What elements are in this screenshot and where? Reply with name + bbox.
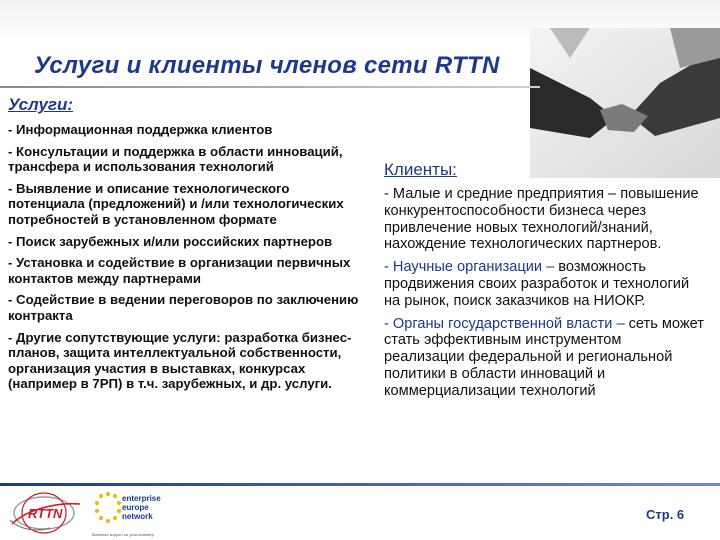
client-type: - Органы государственной власти – (384, 315, 625, 332)
services-heading: Услуги: (8, 95, 74, 114)
handshake-photo (530, 28, 720, 178)
slide-title: Услуги и клиенты членов сети RTTN (34, 52, 500, 79)
een-line: network (122, 512, 153, 521)
een-line: europe (122, 503, 149, 512)
client-benefit: сеть может стать эффективным инструментом реализации федеральной и региональной политики в области инноваций и коммерциализации технологий (384, 315, 704, 399)
een-tagline: Business support on your doorstep (92, 532, 154, 537)
clients-heading: Клиенты: (384, 160, 457, 179)
list-item: - Другие сопутствующие услуги: разработка бизнес-планов, защита интеллектуальной собственности, организация участия в выставках, конкурсах (например в 7РП) в т.ч. зарубежных, и др. услуги. (8, 329, 352, 392)
services-list (8, 122, 368, 398)
een-line: enterprise (122, 494, 161, 503)
list-item (384, 186, 704, 253)
rttn-logo-text: RTTN (28, 506, 63, 521)
een-logo-text (122, 494, 161, 521)
list-item: - Информационная поддержка клиентов (8, 122, 273, 137)
title-divider (0, 86, 540, 88)
clients-list (384, 186, 704, 406)
list-item (384, 259, 704, 309)
list-item: - Консультации и поддержка в области инноваций, трансфера и использования технологий (8, 143, 343, 175)
list-item (384, 316, 704, 400)
page-number: Стр. 6 (646, 507, 685, 522)
rttn-logo (6, 490, 86, 536)
client-type: - Научные организации – (384, 259, 555, 276)
client-benefit: возможность продвижения своих разработок и технологий на рынок, поиск заказчиков на НИОКР. (384, 259, 690, 309)
client-benefit: повышение конкурентоспособности бизнеса через привлечение новых технологий/знаний, нахождение технологических партнеров. (384, 186, 699, 253)
list-item: - Поиск зарубежных и/или российских партнеров (8, 233, 333, 249)
list-item: - Выявление и описание технологического потенциала (предложений) и /или технологических потребностей в установленном формате (8, 180, 344, 227)
list-item: - Установка и содействие в организации первичных контактов между партнерами (8, 255, 351, 286)
client-type: - Малые и средние предприятия – (384, 186, 617, 202)
list-item: - Содействие в ведении переговоров по заключению контракта (8, 292, 359, 323)
